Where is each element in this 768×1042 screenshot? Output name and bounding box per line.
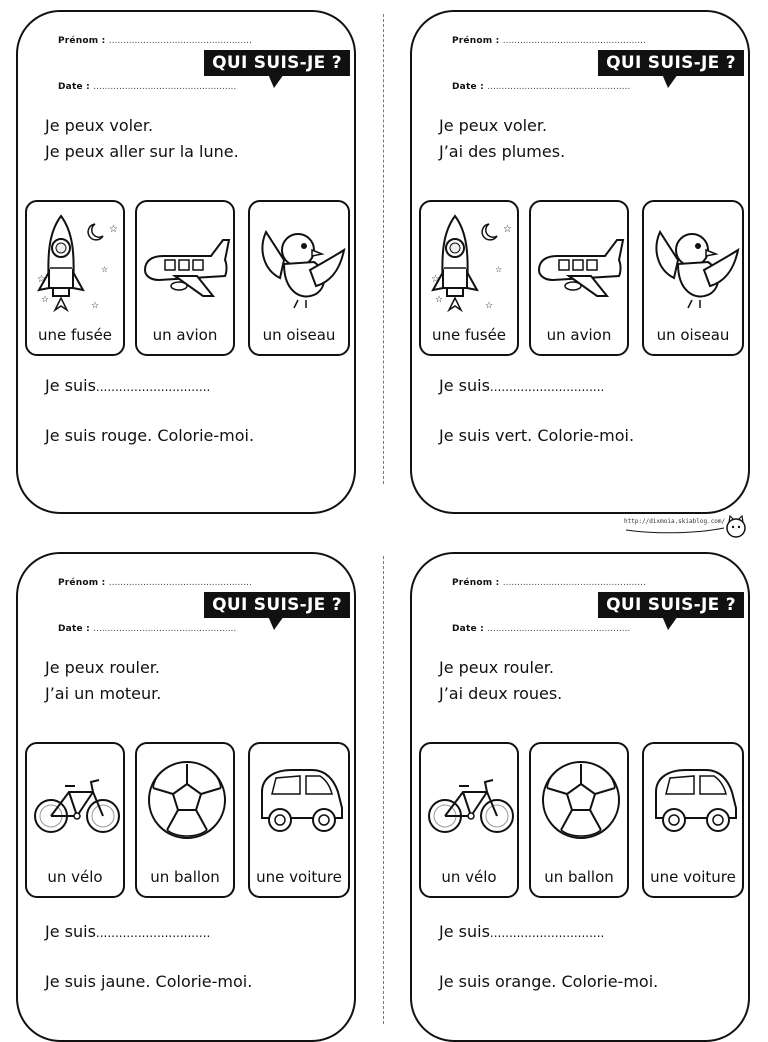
soccer-ball-icon — [141, 752, 233, 856]
choice-plane[interactable] — [135, 200, 235, 356]
cat-logo-icon — [624, 512, 750, 542]
svg-text:☆: ☆ — [37, 274, 46, 285]
bird-icon — [254, 210, 348, 314]
bicycle-icon — [31, 752, 123, 856]
choice-rocket[interactable] — [25, 200, 125, 356]
svg-text:☆: ☆ — [431, 274, 440, 285]
answer-line[interactable]: Je suis.............................. — [439, 376, 605, 395]
bicycle-icon — [425, 752, 517, 856]
clue-1: Je peux rouler. — [439, 658, 554, 677]
airplane-icon — [141, 210, 233, 314]
car-icon — [254, 752, 348, 856]
rocket-icon — [31, 210, 123, 314]
clue-1: Je peux rouler. — [45, 658, 160, 677]
prenom-field[interactable]: Prénom : .................................................. — [452, 578, 646, 588]
choice-label: un avion — [546, 326, 612, 344]
choice-ball[interactable] — [135, 742, 235, 898]
speech-tail-icon — [662, 616, 678, 630]
choice-label: une fusée — [37, 326, 113, 344]
date-field[interactable]: Date : .................................................. — [452, 82, 631, 92]
choice-label: une voiture — [256, 868, 342, 886]
svg-text:☆: ☆ — [503, 224, 512, 235]
speech-tail-icon — [268, 616, 284, 630]
cut-line-top — [383, 14, 384, 484]
airplane-icon — [535, 210, 627, 314]
riddle-card-4 — [410, 552, 750, 1042]
prenom-field[interactable]: Prénom : .................................................. — [58, 36, 252, 46]
choice-label: un oiseau — [656, 326, 730, 344]
cut-line-bottom — [383, 556, 384, 1024]
choice-label: un vélo — [441, 868, 497, 886]
svg-text:☆: ☆ — [41, 295, 50, 305]
choice-bird[interactable] — [248, 200, 350, 356]
riddle-card-2 — [410, 10, 750, 514]
answer-line[interactable]: Je suis.............................. — [45, 376, 211, 395]
choice-label: un oiseau — [262, 326, 336, 344]
bird-icon — [648, 210, 742, 314]
rocket-icon — [425, 210, 517, 314]
choice-bird[interactable] — [642, 200, 744, 356]
answer-line[interactable]: Je suis.............................. — [439, 922, 605, 941]
clue-2: J’ai deux roues. — [439, 684, 563, 703]
answer-line[interactable]: Je suis.............................. — [45, 922, 211, 941]
svg-text:☆: ☆ — [495, 265, 503, 274]
choice-label: une voiture — [650, 868, 736, 886]
title-banner: QUI SUIS-JE ? — [598, 50, 744, 76]
choice-label: un ballon — [150, 868, 220, 886]
title-banner: QUI SUIS-JE ? — [204, 592, 350, 618]
color-instruction: Je suis vert. Colorie-moi. — [439, 426, 635, 445]
clue-2: J’ai des plumes. — [439, 142, 566, 161]
car-icon — [648, 752, 742, 856]
svg-text:☆: ☆ — [435, 295, 444, 305]
title-banner: QUI SUIS-JE ? — [598, 592, 744, 618]
clue-2: Je peux aller sur la lune. — [45, 142, 239, 161]
speech-tail-icon — [662, 74, 678, 88]
choice-bike[interactable] — [25, 742, 125, 898]
svg-text:☆: ☆ — [485, 301, 494, 311]
svg-text:☆: ☆ — [91, 301, 100, 311]
choice-plane[interactable] — [529, 200, 629, 356]
prenom-field[interactable]: Prénom : .................................................. — [452, 36, 646, 46]
clue-1: Je peux voler. — [439, 116, 548, 135]
color-instruction: Je suis jaune. Colorie-moi. — [45, 972, 253, 991]
speech-tail-icon — [268, 74, 284, 88]
choice-car[interactable] — [642, 742, 744, 898]
choice-rocket[interactable] — [419, 200, 519, 356]
clue-2: J’ai un moteur. — [45, 684, 162, 703]
soccer-ball-icon — [535, 752, 627, 856]
choice-label: un vélo — [47, 868, 103, 886]
prenom-field[interactable]: Prénom : .................................................. — [58, 578, 252, 588]
color-instruction: Je suis orange. Colorie-moi. — [439, 972, 659, 991]
blog-url: http://dixmoia.skiablog.com/ — [624, 518, 726, 525]
choice-label: un ballon — [544, 868, 614, 886]
riddle-card-3 — [16, 552, 356, 1042]
date-field[interactable]: Date : .................................................. — [452, 624, 631, 634]
color-instruction: Je suis rouge. Colorie-moi. — [45, 426, 255, 445]
clue-1: Je peux voler. — [45, 116, 154, 135]
riddle-card-1 — [16, 10, 356, 514]
choice-bike[interactable] — [419, 742, 519, 898]
choice-label: un avion — [152, 326, 218, 344]
blog-stamp — [624, 512, 750, 542]
choice-car[interactable] — [248, 742, 350, 898]
choice-label: une fusée — [431, 326, 507, 344]
choice-ball[interactable] — [529, 742, 629, 898]
title-banner: QUI SUIS-JE ? — [204, 50, 350, 76]
svg-text:☆: ☆ — [109, 224, 118, 235]
date-field[interactable]: Date : .................................................. — [58, 624, 237, 634]
date-field[interactable]: Date : .................................................. — [58, 82, 237, 92]
svg-text:☆: ☆ — [101, 265, 109, 274]
